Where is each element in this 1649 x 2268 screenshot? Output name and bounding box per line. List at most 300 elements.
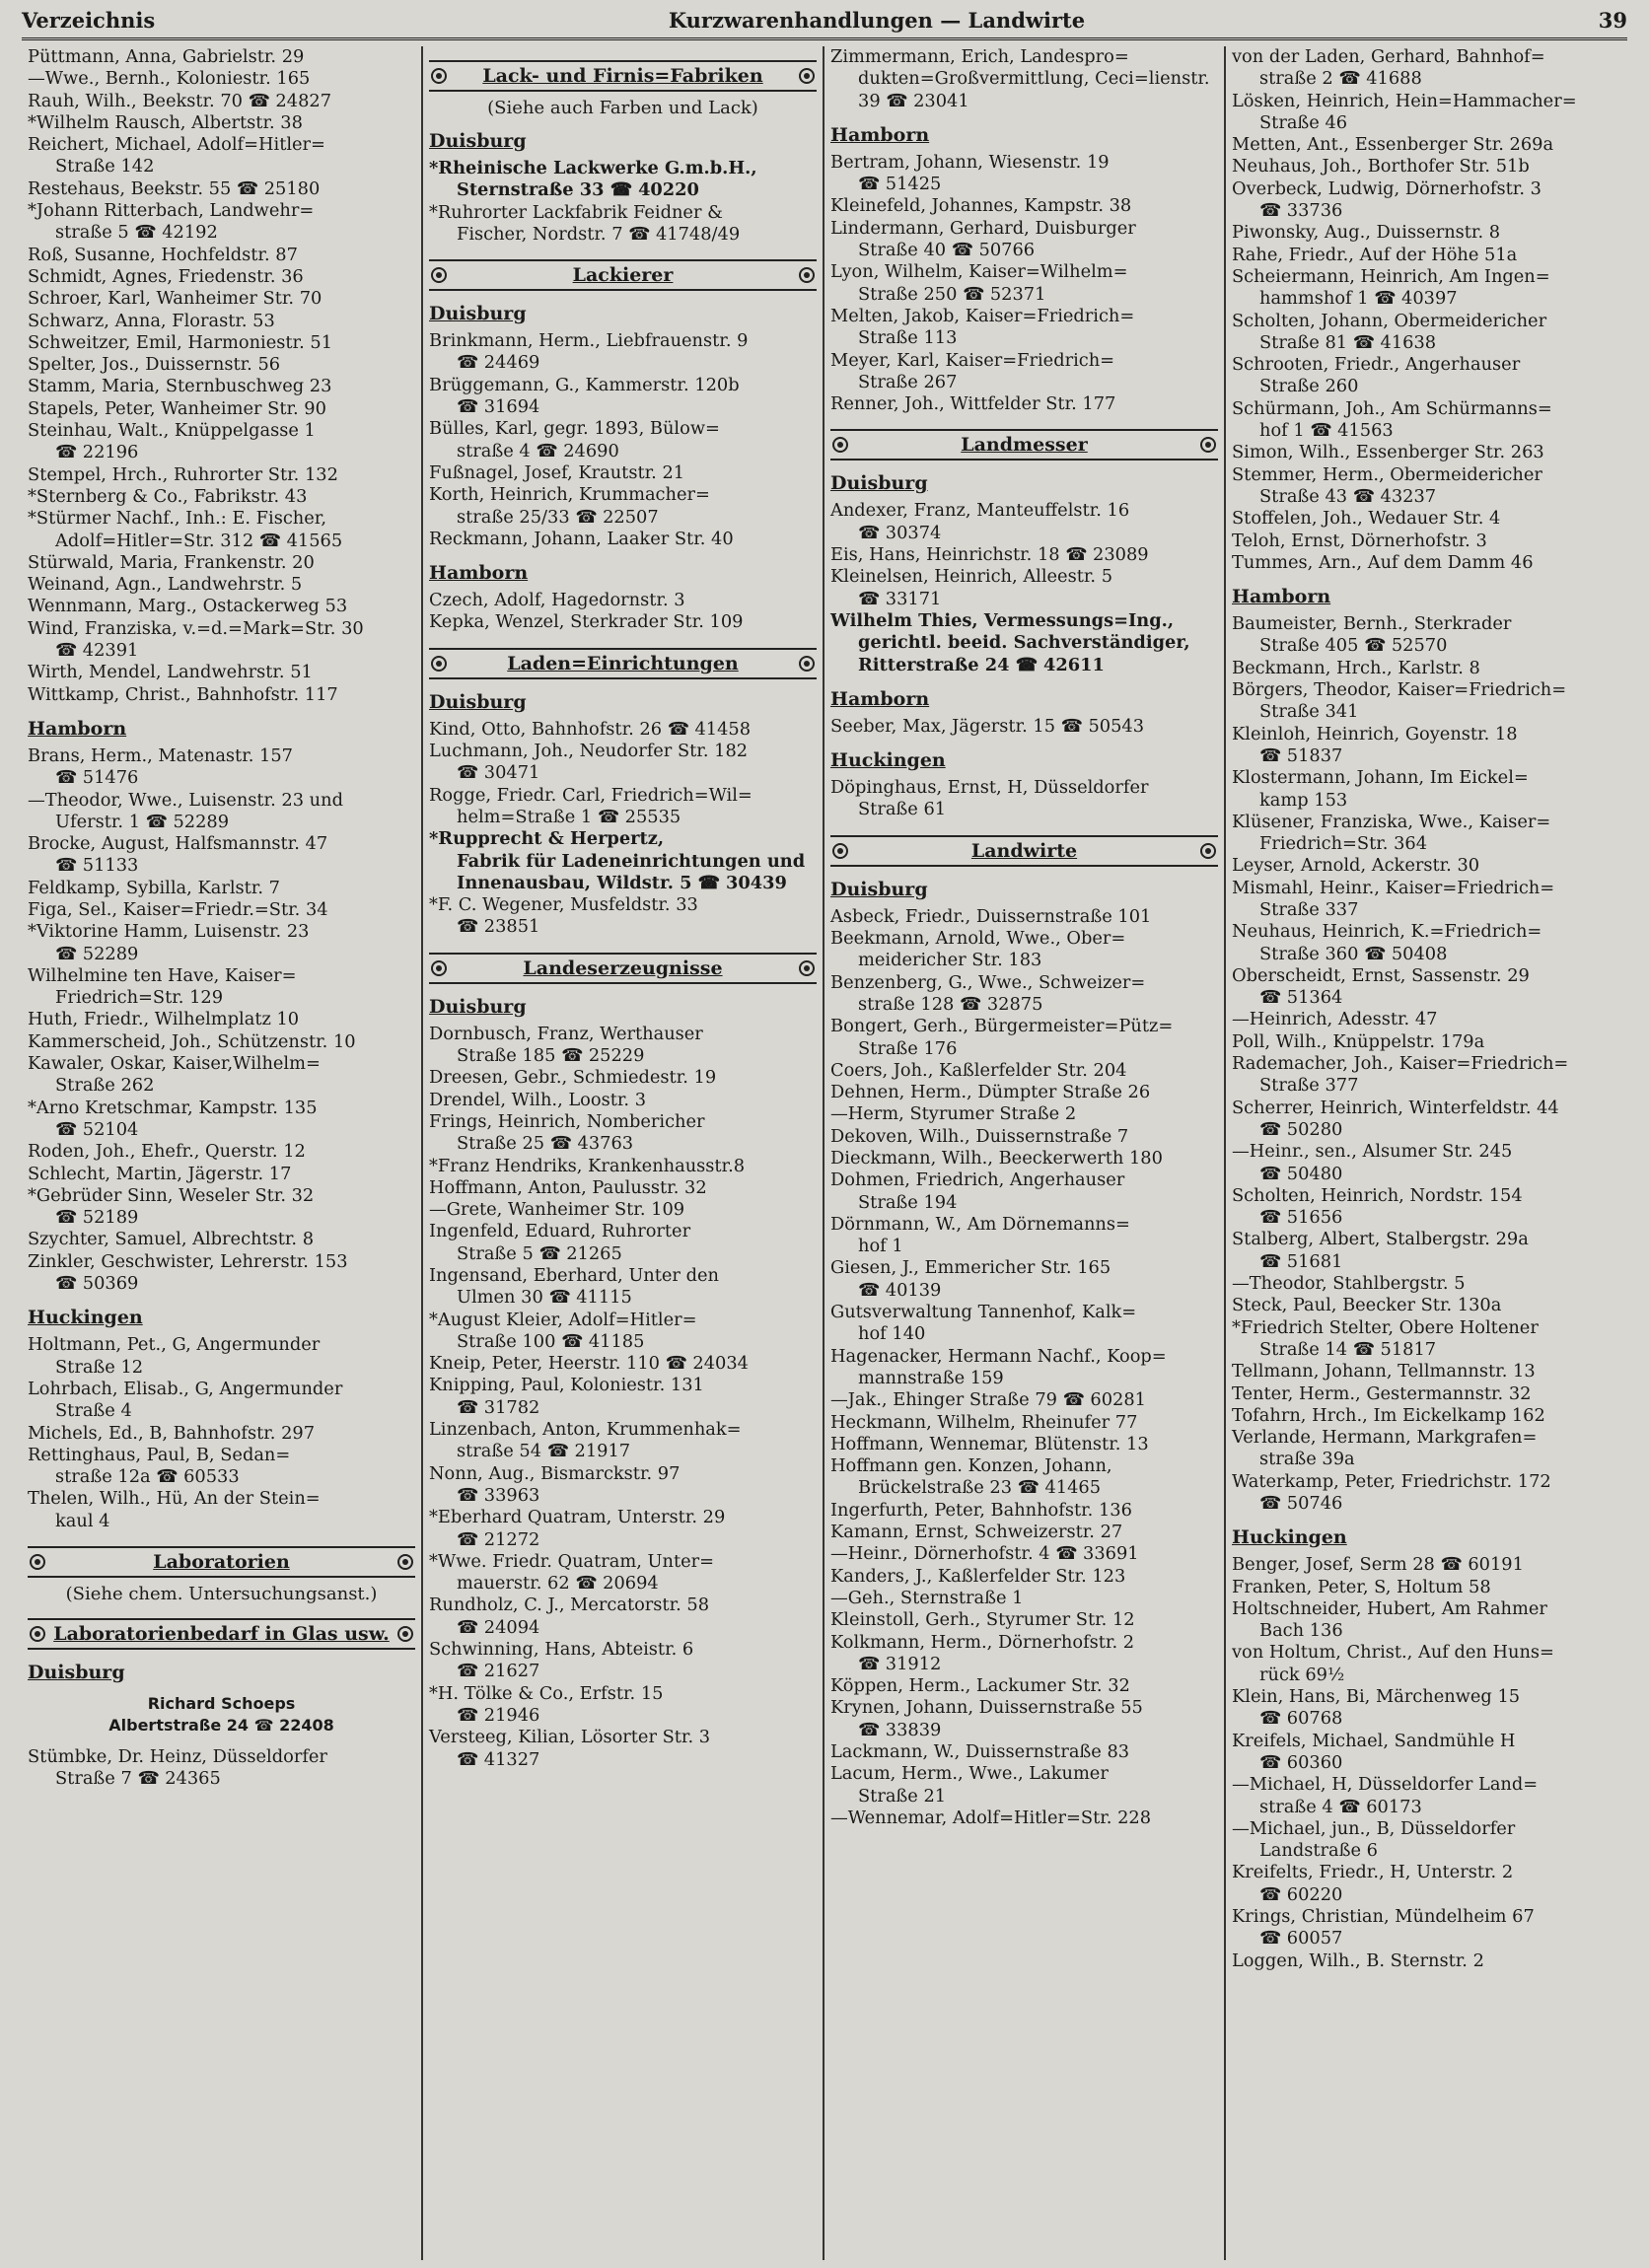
entry-continuation: straße 25/33 ☎ 22507 bbox=[457, 506, 659, 528]
entry-text: Steinhau, Walt., Knüppelgasse 1 bbox=[28, 420, 316, 442]
directory-entry bbox=[28, 1031, 415, 1053]
section-header bbox=[28, 1546, 415, 1578]
directory-entry bbox=[1232, 1229, 1621, 1273]
entry-text: *Friedrich Stelter, Obere Holtener bbox=[1232, 1316, 1539, 1338]
entry-continuation: ☎ 51425 bbox=[858, 174, 942, 195]
entry-continuation: Straße 142 bbox=[55, 156, 155, 177]
directory-entry bbox=[1232, 508, 1621, 530]
entry-text: Schwarz, Anna, Florastr. 53 bbox=[28, 310, 275, 331]
entry-continuation: ☎ 24094 bbox=[457, 1616, 540, 1638]
directory-entry bbox=[1232, 1141, 1621, 1185]
directory-entry bbox=[830, 218, 1218, 262]
bullet-icon bbox=[832, 843, 848, 859]
entry-continuation: ☎ 42391 bbox=[55, 640, 139, 662]
directory-entry bbox=[1232, 531, 1621, 552]
section-title: Laboratorienbedarf in Glas usw. bbox=[53, 1623, 390, 1645]
directory-entry bbox=[1232, 464, 1621, 509]
directory-entry bbox=[28, 398, 415, 420]
entry-text: Stürwald, Maria, Frankenstr. 20 bbox=[28, 551, 315, 573]
entry-continuation: mauerstr. 62 ☎ 20694 bbox=[457, 1573, 659, 1595]
directory-entry bbox=[1232, 178, 1621, 223]
entry-text: Hoffmann, Wennemar, Blütenstr. 13 bbox=[830, 1433, 1149, 1454]
section-title: Lackierer bbox=[572, 264, 674, 287]
bullet-icon bbox=[799, 68, 815, 84]
directory-entry bbox=[1232, 724, 1621, 768]
directory-entry bbox=[429, 1310, 817, 1354]
entry-text: Bongert, Gerh., Bürgermeister=Pütz= bbox=[830, 1016, 1174, 1037]
entry-text: Dornbusch, Franz, Werthauser bbox=[429, 1023, 703, 1044]
entry-text: Teloh, Ernst, Dörnerhofstr. 3 bbox=[1232, 530, 1487, 551]
entry-continuation: straße 5 ☎ 42192 bbox=[55, 222, 218, 244]
directory-entry bbox=[28, 288, 415, 310]
entry-text: Richard Schoeps bbox=[147, 1694, 296, 1713]
entry-text: Franken, Peter, S, Holtum 58 bbox=[1232, 1576, 1491, 1597]
directory-entry bbox=[28, 899, 415, 921]
bullet-icon bbox=[1200, 843, 1216, 859]
entry-text: Simon, Wilh., Essenberger Str. 263 bbox=[1232, 442, 1544, 463]
directory-entry bbox=[1232, 442, 1621, 463]
directory-entry bbox=[830, 1302, 1218, 1346]
directory-entry bbox=[28, 965, 415, 1010]
directory-entry bbox=[1232, 222, 1621, 244]
directory-entry bbox=[1232, 1185, 1621, 1230]
entry-text: Klüsener, Franziska, Wwe., Kaiser= bbox=[1232, 811, 1551, 832]
directory-entry bbox=[1232, 1906, 1621, 1950]
directory-entry bbox=[830, 1543, 1218, 1565]
directory-entry bbox=[429, 1156, 817, 1177]
entry-text: Kleinefeld, Johannes, Kampstr. 38 bbox=[830, 195, 1132, 217]
entry-text: von Holtum, Christ., Auf den Huns= bbox=[1232, 1642, 1554, 1664]
directory-entry bbox=[1232, 134, 1621, 156]
entry-continuation: ☎ 50746 bbox=[1259, 1493, 1343, 1514]
directory-entry bbox=[830, 1632, 1218, 1676]
entry-text: Linzenbach, Anton, Krummenhak= bbox=[429, 1419, 742, 1441]
entry-text: Melten, Jakob, Kaiser=Friedrich= bbox=[830, 305, 1135, 326]
entry-text: Brüggemann, G., Kammerstr. 120b bbox=[429, 374, 740, 395]
entry-text: Heckmann, Wilhelm, Rheinufer 77 bbox=[830, 1411, 1138, 1433]
directory-entry bbox=[429, 1595, 817, 1639]
directory-entry bbox=[429, 1639, 817, 1683]
directory-entry bbox=[429, 1463, 817, 1508]
entry-continuation: straße 39a bbox=[1259, 1449, 1355, 1470]
directory-entry bbox=[28, 464, 415, 486]
entry-continuation: ☎ 51133 bbox=[55, 855, 139, 877]
entry-text: Lohrbach, Elisab., G, Angermunder bbox=[28, 1378, 343, 1399]
entry-continuation: Fabrik für Ladeneinrichtungen und Innenausbau, Wildstr. 5 ☎ 30439 bbox=[457, 850, 806, 893]
entry-text: Schlecht, Martin, Jägerstr. 17 bbox=[28, 1163, 292, 1184]
directory-entry bbox=[1232, 1642, 1621, 1686]
entry-text: *Johann Ritterbach, Landwehr= bbox=[28, 200, 315, 222]
entry-text: Tofahrn, Hrch., Im Eickelkamp 162 bbox=[1232, 1404, 1545, 1426]
directory-entry bbox=[28, 596, 415, 617]
entry-continuation: ☎ 31782 bbox=[457, 1396, 540, 1418]
entry-text: *Franz Hendriks, Krankenhausstr.8 bbox=[429, 1155, 746, 1176]
entry-text: Asbeck, Friedr., Duissernstraße 101 bbox=[830, 905, 1152, 927]
entry-continuation: ☎ 51364 bbox=[1259, 987, 1343, 1009]
entry-continuation: ☎ 33839 bbox=[858, 1719, 942, 1740]
directory-entry bbox=[28, 684, 415, 706]
directory-entry bbox=[28, 68, 415, 90]
entry-text: —Geh., Sternstraße 1 bbox=[830, 1587, 1024, 1608]
directory-entry bbox=[830, 1434, 1218, 1455]
directory-entry bbox=[28, 311, 415, 332]
entry-continuation: ☎ 41327 bbox=[457, 1748, 540, 1770]
entry-text: Neuhaus, Heinrich, K.=Friedrich= bbox=[1232, 921, 1542, 943]
directory-entry bbox=[830, 1389, 1218, 1411]
section-header bbox=[830, 429, 1218, 461]
directory-entry bbox=[830, 195, 1218, 217]
directory-entry bbox=[429, 611, 817, 633]
directory-entry bbox=[830, 1060, 1218, 1082]
entry-text: Czech, Adolf, Hagedornstr. 3 bbox=[429, 590, 685, 611]
column-4 bbox=[1226, 46, 1627, 2260]
header-left: Verzeichnis bbox=[22, 8, 156, 33]
entry-continuation: Straße 81 ☎ 41638 bbox=[1259, 331, 1437, 353]
directory-entry bbox=[429, 741, 817, 785]
bullet-icon bbox=[397, 1554, 413, 1570]
entry-text: Ingenfeld, Eduard, Ruhrorter bbox=[429, 1221, 691, 1242]
entry-text: Drendel, Wilh., Loostr. 3 bbox=[429, 1089, 647, 1110]
entry-text: Scheiermann, Heinrich, Am Ingen= bbox=[1232, 265, 1550, 287]
entry-text: Brinkmann, Herm., Liebfrauenstr. 9 bbox=[429, 330, 749, 352]
entry-text: Kanders, J., Kaßlerfelder Str. 123 bbox=[830, 1565, 1126, 1587]
entry-text: Verlande, Hermann, Markgrafen= bbox=[1232, 1427, 1538, 1449]
entry-text: —Jak., Ehinger Straße 79 ☎ 60281 bbox=[830, 1389, 1146, 1411]
directory-entry bbox=[28, 46, 415, 68]
entry-text: Lyon, Wilhelm, Kaiser=Wilhelm= bbox=[830, 261, 1128, 283]
directory-entry bbox=[1232, 1471, 1621, 1516]
entry-text: Hoffmann gen. Konzen, Johann, bbox=[830, 1455, 1112, 1477]
directory-entry bbox=[1232, 1031, 1621, 1053]
entry-continuation: Straße 405 ☎ 52570 bbox=[1259, 635, 1448, 657]
entry-text: *Wilhelm Rausch, Albertstr. 38 bbox=[28, 111, 303, 133]
directory-entry bbox=[1232, 1273, 1621, 1295]
entry-text: Korth, Heinrich, Krummacher= bbox=[429, 484, 710, 506]
directory-entry bbox=[429, 1265, 817, 1310]
directory-entry bbox=[429, 1727, 817, 1771]
entry-continuation: Straße 21 bbox=[858, 1785, 947, 1807]
entry-text: Schroer, Karl, Wanheimer Str. 70 bbox=[28, 288, 323, 310]
entry-continuation: kaul 4 bbox=[55, 1510, 110, 1531]
directory-entry bbox=[830, 1103, 1218, 1125]
entry-continuation: ☎ 60360 bbox=[1259, 1751, 1343, 1773]
entry-continuation: ☎ 22196 bbox=[55, 442, 139, 463]
entry-text: Meyer, Karl, Kaiser=Friedrich= bbox=[830, 349, 1115, 371]
entry-continuation: dukten=Großvermittlung, Ceci=lienstr. 39 ☎ 23041 bbox=[858, 68, 1210, 111]
directory-entry bbox=[28, 266, 415, 288]
entry-text: Kepka, Wenzel, Sterkrader Str. 109 bbox=[429, 611, 744, 633]
city-heading: Duisburg bbox=[429, 995, 527, 1018]
entry-text: Reckmann, Johann, Laaker Str. 40 bbox=[429, 528, 734, 549]
entry-continuation: Uferstr. 1 ☎ 52289 bbox=[55, 811, 230, 832]
directory-entry bbox=[28, 508, 415, 552]
entry-continuation: ☎ 51476 bbox=[55, 767, 139, 789]
entry-text: Overbeck, Ludwig, Dörnerhofstr. 3 bbox=[1232, 177, 1541, 199]
entry-text: Giesen, J., Emmericher Str. 165 bbox=[830, 1257, 1111, 1279]
directory-entry bbox=[28, 552, 415, 574]
directory-entry bbox=[28, 1098, 415, 1142]
entry-text: —Herm, Styrumer Straße 2 bbox=[830, 1103, 1077, 1125]
entry-continuation: ☎ 30471 bbox=[457, 762, 540, 784]
directory-entry bbox=[28, 790, 415, 834]
section-note: (Siehe chem. Untersuchungsanst.) bbox=[65, 1584, 378, 1604]
directory-entry bbox=[429, 1111, 817, 1156]
directory-entry bbox=[830, 1807, 1218, 1829]
directory-entry bbox=[830, 972, 1218, 1017]
header-center: Kurzwarenhandlungen — Landwirte bbox=[668, 8, 1086, 33]
entry-continuation: Straße 7 ☎ 24365 bbox=[55, 1768, 221, 1790]
entry-continuation: hof 1 bbox=[858, 1236, 903, 1257]
directory-entry bbox=[429, 828, 817, 894]
bullet-icon bbox=[832, 437, 848, 453]
entry-text: Oberscheidt, Ernst, Sassenstr. 29 bbox=[1232, 964, 1530, 986]
entry-continuation: Straße 25 ☎ 43763 bbox=[457, 1133, 634, 1155]
entry-text: Lindermann, Gerhard, Duisburger bbox=[830, 217, 1136, 239]
entry-text: —Heinr., sen., Alsumer Str. 245 bbox=[1232, 1141, 1513, 1163]
city-heading: Duisburg bbox=[28, 1662, 125, 1683]
directory-entry bbox=[28, 1185, 415, 1230]
directory-entry bbox=[1232, 1554, 1621, 1576]
entry-continuation: Straße 5 ☎ 21265 bbox=[457, 1242, 622, 1264]
entry-text: Holtmann, Pet., G, Angermunder bbox=[28, 1334, 321, 1356]
entry-text: —Michael, H, Düsseldorfer Land= bbox=[1232, 1774, 1539, 1796]
entry-text: Tellmann, Johann, Tellmannstr. 13 bbox=[1232, 1361, 1536, 1382]
entry-continuation: gerichtl. beeid. Sachverständiger, Ritterstraße 24 ☎ 42611 bbox=[858, 632, 1190, 675]
directory-entry bbox=[28, 574, 415, 596]
entry-continuation: straße 128 ☎ 32875 bbox=[858, 993, 1043, 1015]
entry-text: Restehaus, Beekstr. 55 ☎ 25180 bbox=[28, 177, 321, 199]
directory-entry bbox=[28, 1423, 415, 1445]
directory-entry bbox=[830, 1522, 1218, 1543]
directory-entry bbox=[429, 1067, 817, 1089]
entry-text: Ingensand, Eberhard, Unter den bbox=[429, 1264, 719, 1286]
entry-text: Hagenacker, Hermann Nachf., Koop= bbox=[830, 1345, 1167, 1367]
directory-entry bbox=[830, 1609, 1218, 1631]
entry-text: Rogge, Friedr. Carl, Friedrich=Wil= bbox=[429, 784, 753, 806]
city-heading: Duisburg bbox=[830, 878, 928, 900]
entry-continuation: Brückelstraße 23 ☎ 41465 bbox=[858, 1477, 1102, 1499]
directory-entry bbox=[28, 1164, 415, 1185]
bullet-icon bbox=[431, 68, 447, 84]
directory-entry bbox=[1232, 46, 1621, 91]
advertisement bbox=[28, 1693, 415, 1736]
entry-text: *Viktorine Hamm, Luisenstr. 23 bbox=[28, 921, 310, 943]
directory-entry bbox=[830, 1455, 1218, 1500]
entry-continuation: ☎ 52289 bbox=[55, 943, 139, 964]
city-heading: Duisburg bbox=[830, 472, 928, 495]
entry-text: Nonn, Aug., Bismarckstr. 97 bbox=[429, 1462, 681, 1484]
bullet-icon bbox=[30, 1626, 45, 1642]
entry-text: Poll, Wilh., Knüppelstr. 179a bbox=[1232, 1030, 1485, 1052]
entry-text: Stempel, Hrch., Ruhrorter Str. 132 bbox=[28, 463, 338, 485]
entry-text: Hoffmann, Anton, Paulusstr. 32 bbox=[429, 1176, 707, 1198]
entry-text: Rahe, Friedr., Auf der Höhe 51a bbox=[1232, 244, 1518, 265]
entry-continuation: ☎ 50369 bbox=[55, 1273, 139, 1295]
entry-text: Kammerscheid, Joh., Schützenstr. 10 bbox=[28, 1030, 356, 1052]
directory-entry bbox=[1232, 1598, 1621, 1643]
directory-entry bbox=[429, 484, 817, 529]
directory-entry bbox=[429, 1221, 817, 1265]
entry-text: Wennmann, Marg., Ostackerweg 53 bbox=[28, 596, 348, 617]
entry-text: Wittkamp, Christ., Bahnhofstr. 117 bbox=[28, 683, 338, 705]
directory-entry bbox=[830, 610, 1218, 676]
directory-entry bbox=[28, 376, 415, 397]
entry-text: Feldkamp, Sybilla, Karlstr. 7 bbox=[28, 877, 280, 898]
directory-entry bbox=[1232, 354, 1621, 398]
directory-entry bbox=[28, 618, 415, 663]
city-heading: Hamborn bbox=[830, 687, 930, 710]
entry-continuation: ☎ 52104 bbox=[55, 1118, 139, 1140]
directory-entry bbox=[28, 1251, 415, 1296]
entry-continuation: hammshof 1 ☎ 40397 bbox=[1259, 288, 1458, 310]
directory-entry bbox=[28, 91, 415, 112]
entry-text: Michels, Ed., B, Bahnhofstr. 297 bbox=[28, 1422, 316, 1444]
entry-text: Huth, Friedr., Wilhelmplatz 10 bbox=[28, 1009, 300, 1030]
entry-text: Beekmann, Arnold, Wwe., Ober= bbox=[830, 928, 1126, 950]
directory-entry bbox=[429, 202, 817, 247]
entry-text: Kleinstoll, Gerh., Styrumer Str. 12 bbox=[830, 1609, 1135, 1631]
entry-text: Gutsverwaltung Tannenhof, Kalk= bbox=[830, 1302, 1137, 1323]
entry-continuation: rück 69½ bbox=[1259, 1664, 1345, 1685]
entry-text: Coers, Joh., Kaßlerfelder Str. 204 bbox=[830, 1059, 1127, 1081]
directory-entry bbox=[28, 486, 415, 508]
directory-entry bbox=[830, 1126, 1218, 1148]
entry-text: Scholten, Heinrich, Nordstr. 154 bbox=[1232, 1184, 1523, 1206]
directory-entry bbox=[1232, 1950, 1621, 1972]
directory-entry bbox=[830, 1082, 1218, 1103]
entry-continuation: ☎ 31912 bbox=[858, 1653, 942, 1674]
entry-text: Zinkler, Geschwister, Lehrerstr. 153 bbox=[28, 1250, 348, 1272]
directory-entry bbox=[28, 1229, 415, 1250]
directory-entry bbox=[1232, 1862, 1621, 1906]
section-title: Landwirte bbox=[970, 839, 1078, 862]
directory-entry bbox=[830, 544, 1218, 566]
column-2 bbox=[423, 46, 824, 2260]
directory-entry bbox=[429, 158, 817, 202]
entry-text: Ingerfurth, Peter, Bahnhofstr. 136 bbox=[830, 1499, 1132, 1521]
entry-continuation: ☎ 51681 bbox=[1259, 1250, 1343, 1272]
directory-entry bbox=[429, 1683, 817, 1728]
entry-text: Krynen, Johann, Duissernstraße 55 bbox=[830, 1697, 1143, 1719]
directory-entry bbox=[830, 716, 1218, 738]
directory-entry bbox=[429, 590, 817, 611]
entry-text: Andexer, Franz, Manteuffelstr. 16 bbox=[830, 500, 1130, 522]
entry-text: *H. Tölke & Co., Erfstr. 15 bbox=[429, 1682, 664, 1704]
section-title: Landmesser bbox=[961, 434, 1088, 457]
entry-text: —Michael, jun., B, Düsseldorfer bbox=[1232, 1817, 1516, 1839]
entry-text: Szychter, Samuel, Albrechtstr. 8 bbox=[28, 1229, 315, 1250]
entry-text: Stoffelen, Joh., Wedauer Str. 4 bbox=[1232, 508, 1501, 530]
entry-text: Kolkmann, Herm., Dörnerhofstr. 2 bbox=[830, 1631, 1135, 1653]
entry-continuation: Ulmen 30 ☎ 41115 bbox=[457, 1287, 632, 1309]
directory-entry bbox=[830, 1412, 1218, 1434]
entry-continuation: Straße 262 bbox=[55, 1075, 155, 1097]
entry-continuation: Straße 260 bbox=[1259, 376, 1359, 397]
entry-text: *Ruhrorter Lackfabrik Feidner & bbox=[429, 201, 723, 223]
entry-continuation: ☎ 33736 bbox=[1259, 200, 1343, 222]
entry-continuation: Straße 113 bbox=[858, 327, 958, 349]
entry-text: Kamann, Ernst, Schweizerstr. 27 bbox=[830, 1522, 1123, 1543]
entry-continuation: ☎ 21272 bbox=[457, 1528, 540, 1550]
directory-entry bbox=[1232, 613, 1621, 658]
entry-text: Scherrer, Heinrich, Winterfeldstr. 44 bbox=[1232, 1097, 1559, 1118]
directory-entry bbox=[1232, 1361, 1621, 1382]
entry-text: Dekoven, Wilh., Duissernstraße 7 bbox=[830, 1125, 1129, 1147]
section-header bbox=[830, 835, 1218, 867]
entry-continuation: Straße 12 bbox=[55, 1356, 144, 1378]
entry-text: Holtschneider, Hubert, Am Rahmer bbox=[1232, 1597, 1547, 1619]
entry-text: Klein, Hans, Bi, Märchenweg 15 bbox=[1232, 1686, 1521, 1708]
entry-text: Beckmann, Hrch., Karlstr. 8 bbox=[1232, 657, 1480, 678]
entry-text: Püttmann, Anna, Gabrielstr. 29 bbox=[28, 46, 305, 67]
entry-text: Steck, Paul, Beecker Str. 130a bbox=[1232, 1295, 1502, 1316]
directory-entry bbox=[1232, 1317, 1621, 1362]
city-heading: Huckingen bbox=[1232, 1526, 1347, 1549]
entry-text: *Stürmer Nachf., Inh.: E. Fischer, bbox=[28, 508, 326, 530]
directory-entry bbox=[1232, 311, 1621, 355]
section-note: (Siehe auch Farben und Lack) bbox=[487, 98, 758, 118]
directory-entry bbox=[1232, 679, 1621, 724]
directory-entry bbox=[1232, 658, 1621, 679]
entry-continuation: Straße 194 bbox=[858, 1191, 958, 1213]
entry-text: *Wwe. Friedr. Quatram, Unter= bbox=[429, 1550, 715, 1572]
entry-text: *Rheinische Lackwerke G.m.b.H., bbox=[429, 158, 757, 178]
entry-text: Waterkamp, Peter, Friedrichstr. 172 bbox=[1232, 1470, 1551, 1492]
directory-entry bbox=[1232, 1009, 1621, 1030]
directory-entry bbox=[1232, 767, 1621, 812]
directory-entry bbox=[1232, 855, 1621, 877]
entry-text: von der Laden, Gerhard, Bahnhof= bbox=[1232, 46, 1545, 67]
directory-entry bbox=[429, 1024, 817, 1068]
directory-entry bbox=[429, 1419, 817, 1463]
entry-text: *F. C. Wegener, Musfeldstr. 33 bbox=[429, 894, 698, 916]
entry-text: Benzenberg, G., Wwe., Schweizer= bbox=[830, 971, 1146, 993]
section-title: Laboratorien bbox=[153, 1551, 290, 1573]
entry-text: Rademacher, Joh., Kaiser=Friedrich= bbox=[1232, 1053, 1569, 1075]
directory-entry bbox=[830, 1675, 1218, 1697]
entry-continuation: Straße 377 bbox=[1259, 1075, 1359, 1097]
directory-entry bbox=[28, 178, 415, 200]
directory-entry bbox=[28, 833, 415, 878]
entry-text: Schweitzer, Emil, Harmoniestr. 51 bbox=[28, 331, 333, 353]
entry-text: Wirth, Mendel, Landwehrstr. 51 bbox=[28, 662, 313, 683]
entry-text: Baumeister, Bernh., Sterkrader bbox=[1232, 613, 1512, 635]
entry-text: Tenter, Herm., Gestermannstr. 32 bbox=[1232, 1382, 1532, 1404]
entry-text: Dohmen, Friedrich, Angerhauser bbox=[830, 1169, 1125, 1191]
page-header bbox=[22, 8, 1627, 40]
entry-text: Figa, Sel., Kaiser=Friedr.=Str. 34 bbox=[28, 898, 328, 920]
directory-entry bbox=[429, 418, 817, 462]
entry-continuation: mannstraße 159 bbox=[858, 1367, 1004, 1388]
city-heading: Hamborn bbox=[1232, 586, 1331, 608]
entry-continuation: straße 4 ☎ 60173 bbox=[1259, 1796, 1422, 1817]
directory-entry bbox=[1232, 1098, 1621, 1142]
directory-entry bbox=[28, 245, 415, 266]
directory-entry bbox=[830, 393, 1218, 415]
entry-text: Kneip, Peter, Heerstr. 110 ☎ 24034 bbox=[429, 1353, 749, 1375]
city-heading: Huckingen bbox=[830, 749, 946, 772]
entry-continuation: Straße 360 ☎ 50408 bbox=[1259, 943, 1448, 964]
entry-text: Kleinloh, Heinrich, Goyenstr. 18 bbox=[1232, 723, 1518, 744]
entry-continuation: ☎ 51837 bbox=[1259, 744, 1343, 766]
city-heading: Duisburg bbox=[429, 303, 527, 325]
entry-text: Benger, Josef, Serm 28 ☎ 60191 bbox=[1232, 1554, 1524, 1576]
entry-text: Mismahl, Heinr., Kaiser=Friedrich= bbox=[1232, 877, 1555, 898]
directory-entry bbox=[28, 134, 415, 178]
directory-entry bbox=[28, 745, 415, 790]
bullet-icon bbox=[799, 267, 815, 283]
entry-text: *Gebrüder Sinn, Weseler Str. 32 bbox=[28, 1184, 315, 1206]
